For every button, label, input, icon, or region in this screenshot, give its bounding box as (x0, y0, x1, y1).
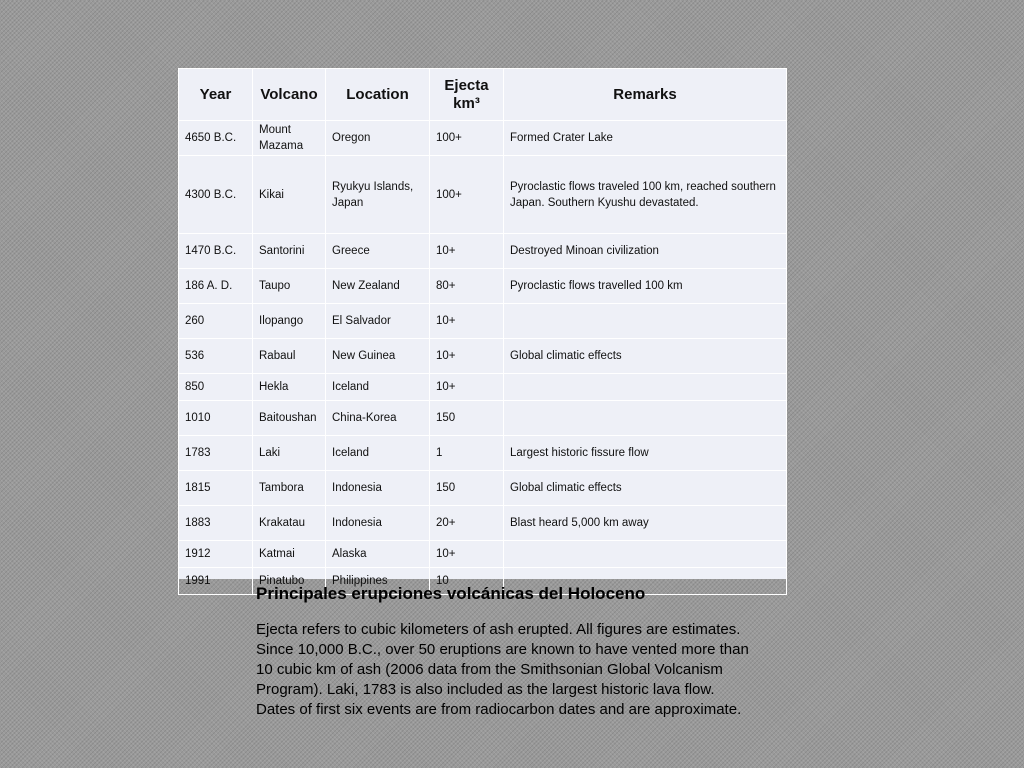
eruptions-table-panel (178, 68, 787, 587)
table-row (179, 541, 787, 568)
table-row (179, 339, 787, 374)
table-row (179, 304, 787, 339)
cell-ejecta: 10+ (430, 234, 504, 269)
cell-volcano: Mount Mazama (253, 121, 326, 156)
cell-ejecta: 100+ (430, 121, 504, 156)
cell-ejecta: 10+ (430, 339, 504, 374)
cell-volcano: Taupo (253, 269, 326, 304)
cell-remarks: Global climatic effects (504, 339, 787, 374)
table-row (179, 234, 787, 269)
table-row (179, 269, 787, 304)
cell-year: 1912 (179, 541, 253, 568)
cell-remarks: Blast heard 5,000 km away (504, 506, 787, 541)
cell-ejecta: 150 (430, 471, 504, 506)
cell-remarks: Largest historic fissure flow (504, 436, 787, 471)
cell-location: El Salvador (326, 304, 430, 339)
header-volcano: Volcano (253, 69, 326, 121)
cell-ejecta: 20+ (430, 506, 504, 541)
cell-volcano: Kikai (253, 156, 326, 234)
cell-year: 4300 B.C. (179, 156, 253, 234)
cell-remarks: Global climatic effects (504, 471, 787, 506)
cell-ejecta: 100+ (430, 156, 504, 234)
cell-remarks: Destroyed Minoan civilization (504, 234, 787, 269)
cell-ejecta: 80+ (430, 269, 504, 304)
cell-location: Indonesia (326, 471, 430, 506)
header-year: Year (179, 69, 253, 121)
cell-volcano: Rabaul (253, 339, 326, 374)
cell-year: 1991 (179, 568, 253, 595)
table-row (179, 436, 787, 471)
cell-remarks: Formed Crater Lake (504, 121, 787, 156)
table-row (179, 401, 787, 436)
cell-year: 1815 (179, 471, 253, 506)
cell-year: 1010 (179, 401, 253, 436)
cell-location: Iceland (326, 436, 430, 471)
cell-year: 1783 (179, 436, 253, 471)
caption-title: Principales erupciones volcánicas del Holoceno (256, 584, 646, 603)
table-row (179, 121, 787, 156)
cell-remarks (504, 401, 787, 436)
cell-location: Iceland (326, 374, 430, 401)
cell-volcano: Santorini (253, 234, 326, 269)
cell-remarks (504, 541, 787, 568)
eruptions-table (178, 68, 787, 595)
cell-ejecta: 1 (430, 436, 504, 471)
cell-remarks (504, 374, 787, 401)
cell-volcano: Krakatau (253, 506, 326, 541)
cell-year: 260 (179, 304, 253, 339)
table-row (179, 506, 787, 541)
header-location: Location (326, 69, 430, 121)
cell-location: Oregon (326, 121, 430, 156)
cell-ejecta: 10+ (430, 541, 504, 568)
cell-year: 186 A. D. (179, 269, 253, 304)
cell-year: 536 (179, 339, 253, 374)
cell-volcano: Tambora (253, 471, 326, 506)
cell-volcano: Hekla (253, 374, 326, 401)
cell-ejecta: 10 (430, 568, 504, 595)
cell-remarks: Pyroclastic flows traveled 100 km, reached southern Japan. Southern Kyushu devastated. (504, 156, 787, 234)
cell-location: Indonesia (326, 506, 430, 541)
cell-year: 850 (179, 374, 253, 401)
cell-location: Philippines (326, 568, 430, 595)
header-ejecta-unit: km³ (453, 94, 480, 112)
cell-location: Alaska (326, 541, 430, 568)
header-ejecta-label: Ejecta (444, 76, 489, 94)
cell-year: 1470 B.C. (179, 234, 253, 269)
cell-year: 1883 (179, 506, 253, 541)
cell-remarks: Pyroclastic flows travelled 100 km (504, 269, 787, 304)
cell-volcano: Baitoushan (253, 401, 326, 436)
table-row (179, 374, 787, 401)
cell-remarks (504, 304, 787, 339)
cell-location: New Guinea (326, 339, 430, 374)
table-row (179, 156, 787, 234)
table-header-row (179, 69, 787, 121)
cell-year: 4650 B.C. (179, 121, 253, 156)
cell-ejecta: 10+ (430, 374, 504, 401)
cell-ejecta: 150 (430, 401, 504, 436)
header-remarks: Remarks (504, 69, 787, 121)
cell-ejecta: 10+ (430, 304, 504, 339)
cell-location: New Zealand (326, 269, 430, 304)
header-ejecta (430, 69, 504, 121)
cell-location: China-Korea (326, 401, 430, 436)
cell-volcano: Laki (253, 436, 326, 471)
table-row (179, 471, 787, 506)
cell-location: Ryukyu Islands, Japan (326, 156, 430, 234)
caption-body: Ejecta refers to cubic kilometers of ash erupted. All figures are estimates. Since 10,000 B.C., over 50 eruptions are known to have vented more than 10 cubic km of ash (2006 data from the Smithsonian Global Volcanism Program). Laki, 1783 is also included as the largest historic lava flow. Dates of first six events are from radiocarbon dates and are approximate. (256, 621, 749, 718)
cell-volcano: Ilopango (253, 304, 326, 339)
cell-volcano: Pinatubo (253, 568, 326, 595)
cell-volcano: Katmai (253, 541, 326, 568)
cell-location: Greece (326, 234, 430, 269)
